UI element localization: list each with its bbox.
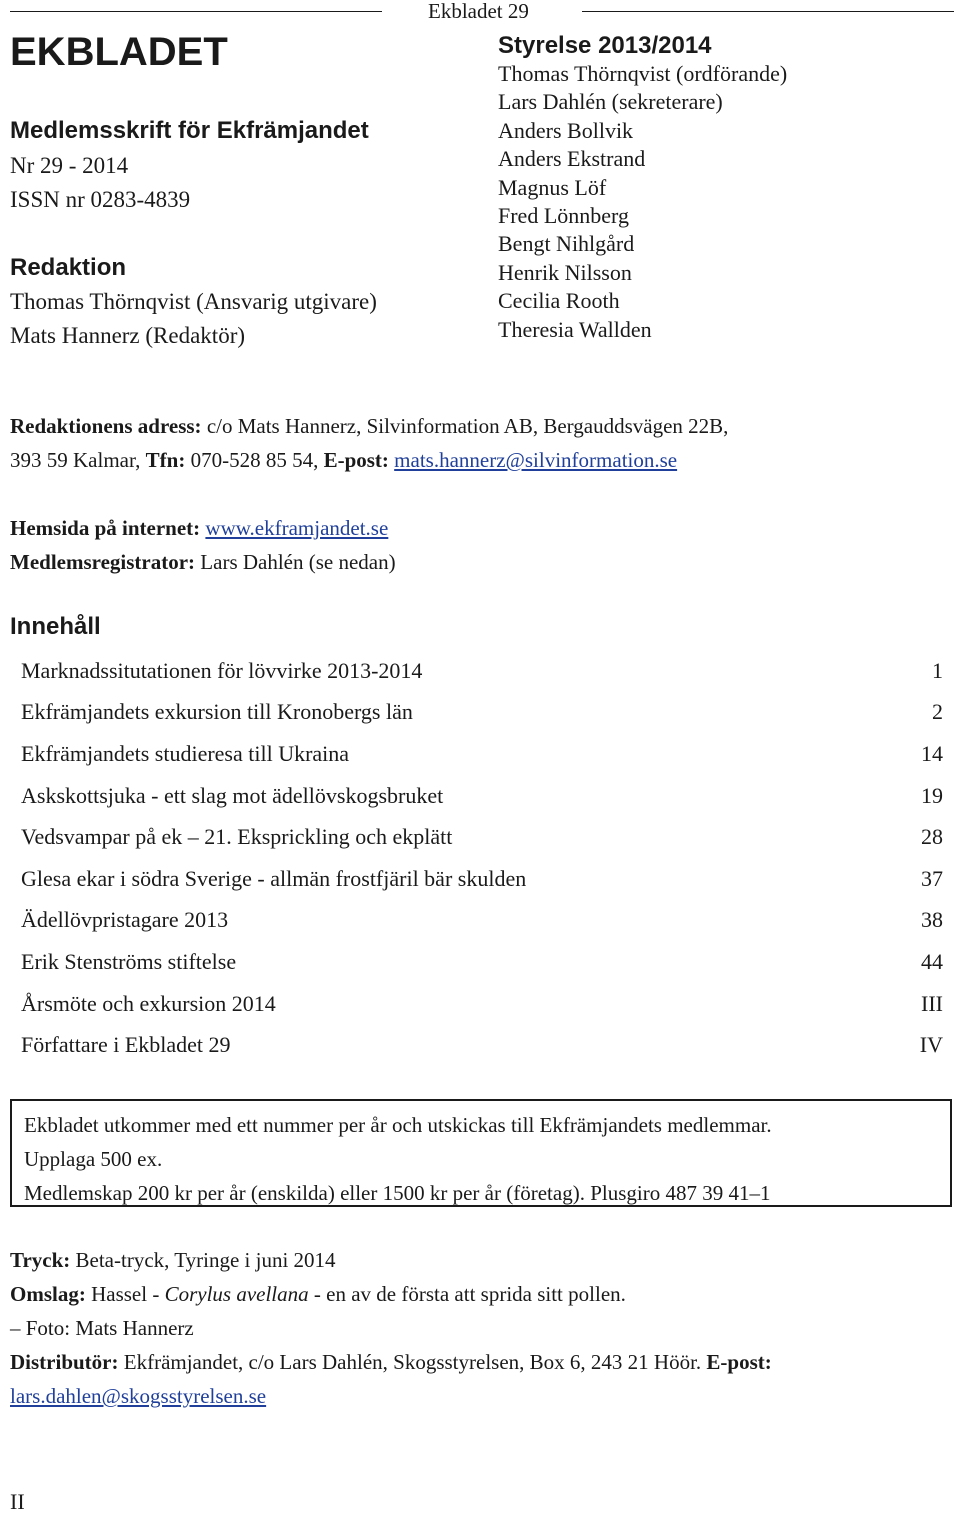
website-label: Hemsida på internet: (10, 516, 201, 540)
editor-main: Mats Hannerz (Redaktör) (10, 323, 246, 348)
distributor-email-link[interactable]: lars.dahlen@skogsstyrelsen.se (10, 1384, 267, 1408)
toc-page: 37 (921, 865, 943, 891)
registrar-value: Lars Dahlén (se nedan) (195, 550, 396, 574)
toc-page: 14 (921, 740, 943, 766)
photo-credit: – Foto: Mats Hannerz (10, 1316, 194, 1340)
toc-item[interactable] (21, 1024, 943, 1066)
editorial-address (10, 409, 728, 477)
website-link[interactable]: www.ekframjandet.se (205, 516, 389, 540)
distributor-line (10, 1345, 772, 1379)
toc-title: Årsmöte och exkursion 2014 (21, 990, 276, 1016)
toc-item[interactable] (21, 775, 943, 817)
cover-label: Omslag: (10, 1282, 86, 1306)
editor-email-link[interactable]: mats.hannerz@silvinformation.se (394, 448, 678, 472)
editorial-heading: Redaktion (10, 254, 127, 281)
header-rule-left (10, 11, 382, 12)
address-postal: 393 59 Kalmar, (10, 448, 146, 472)
email-label: E-post: (323, 448, 389, 472)
print-line (10, 1243, 772, 1277)
board-member: Henrik Nilsson (498, 259, 632, 285)
board-member: Magnus Löf (498, 174, 607, 200)
phone-number: 070-528 85 54, (185, 448, 324, 472)
toc-page: 44 (921, 948, 943, 974)
board-member: Theresia Wallden (498, 316, 652, 342)
address-label: Redaktionens adress: (10, 414, 202, 438)
toc-title: Erik Stenströms stiftelse (21, 948, 237, 974)
editor-responsible: Thomas Thörnqvist (Ansvarig utgivare) (10, 289, 377, 314)
phone-label: Tfn: (145, 448, 186, 472)
toc-item[interactable] (21, 900, 943, 942)
board-member: Lars Dahlén (sekreterare) (498, 89, 723, 115)
toc-page: 28 (921, 824, 943, 850)
toc-page: 38 (921, 907, 943, 933)
toc-title: Författare i Ekbladet 29 (21, 1032, 231, 1058)
notice-line: Ekbladet utkommer med ett nummer per år och utskickas till Ekfrämjandets medlemmar. (24, 1113, 772, 1137)
cover-text-rest: - en av de första att sprida sitt pollen. (308, 1282, 626, 1306)
website-line (10, 511, 396, 579)
toc-item[interactable] (21, 692, 943, 734)
toc-title: Ekfrämjandets studieresa till Ukraina (21, 740, 350, 766)
board-member: Thomas Thörnqvist (ordförande) (498, 61, 788, 86)
notice-line: Upplaga 500 ex. (24, 1147, 163, 1171)
colophon (10, 1243, 772, 1413)
toc-page: III (921, 990, 943, 1016)
running-header: Ekbladet 29 (428, 0, 529, 23)
toc-item[interactable] (21, 733, 943, 775)
toc-item[interactable] (21, 816, 943, 858)
print-label: Tryck: (10, 1248, 71, 1272)
board-member: Fred Lönnberg (498, 203, 629, 229)
distributor-label: Distributör: (10, 1350, 119, 1374)
toc-item[interactable] (21, 858, 943, 900)
toc-item[interactable] (21, 983, 943, 1025)
membership-notice-box (10, 1099, 952, 1207)
registrar-label: Medlemsregistrator: (10, 550, 196, 574)
toc-title: Ekfrämjandets exkursion till Kronobergs län (21, 699, 413, 725)
toc-title: Ädellövpristagare 2013 (21, 907, 229, 933)
toc-title: Vedsvampar på ek – 21. Eksprickling och ekplätt (21, 824, 453, 850)
board-member: Anders Bollvik (498, 117, 634, 143)
toc-page: 1 (932, 657, 943, 683)
toc-item[interactable] (21, 941, 943, 983)
issn: ISSN nr 0283-4839 (10, 187, 191, 212)
distributor-email-label: E-post: (706, 1350, 772, 1374)
board-member: Bengt Nihlgård (498, 231, 635, 257)
table-of-contents (21, 650, 943, 1066)
publication-subtitle: Medlemsskrift för Ekfrämjandet (10, 117, 369, 144)
issue-number: Nr 29 - 2014 (10, 153, 129, 178)
toc-item[interactable] (21, 650, 943, 692)
toc-page: 2 (932, 699, 943, 725)
toc-title: Glesa ekar i södra Sverige - allmän frostfjäril bär skulden (21, 865, 527, 891)
toc-title: Marknadssitutationen för lövvirke 2013-2014 (21, 657, 423, 683)
board-member: Cecilia Rooth (498, 288, 620, 314)
board-member: Anders Ekstrand (498, 146, 646, 172)
toc-title: Askskottsjuka - ett slag mot ädellövskogsbruket (21, 782, 444, 808)
cover-species: Corylus avellana (164, 1282, 309, 1306)
toc-page: IV (919, 1032, 943, 1058)
cover-line (10, 1277, 772, 1311)
header-rule-right (582, 11, 954, 12)
page-number: II (10, 1489, 25, 1514)
publication-title: EKBLADET (10, 30, 228, 74)
print-value: Beta-tryck, Tyringe i juni 2014 (70, 1248, 336, 1272)
address-text: c/o Mats Hannerz, Silvinformation AB, Bergauddsvägen 22B, (201, 414, 729, 438)
toc-page: 19 (921, 782, 943, 808)
contents-heading: Innehåll (10, 613, 101, 640)
distributor-value: Ekfrämjandet, c/o Lars Dahlén, Skogsstyrelsen, Box 6, 243 21 Höör. (118, 1350, 707, 1374)
notice-line: Medlemskap 200 kr per år (enskilda) eller 1500 kr per år (företag). Plusgiro 487 39 41–1 (24, 1181, 771, 1205)
cover-text: Hassel - (85, 1282, 165, 1306)
board-heading: Styrelse 2013/2014 (498, 32, 712, 59)
board-list (498, 32, 787, 344)
